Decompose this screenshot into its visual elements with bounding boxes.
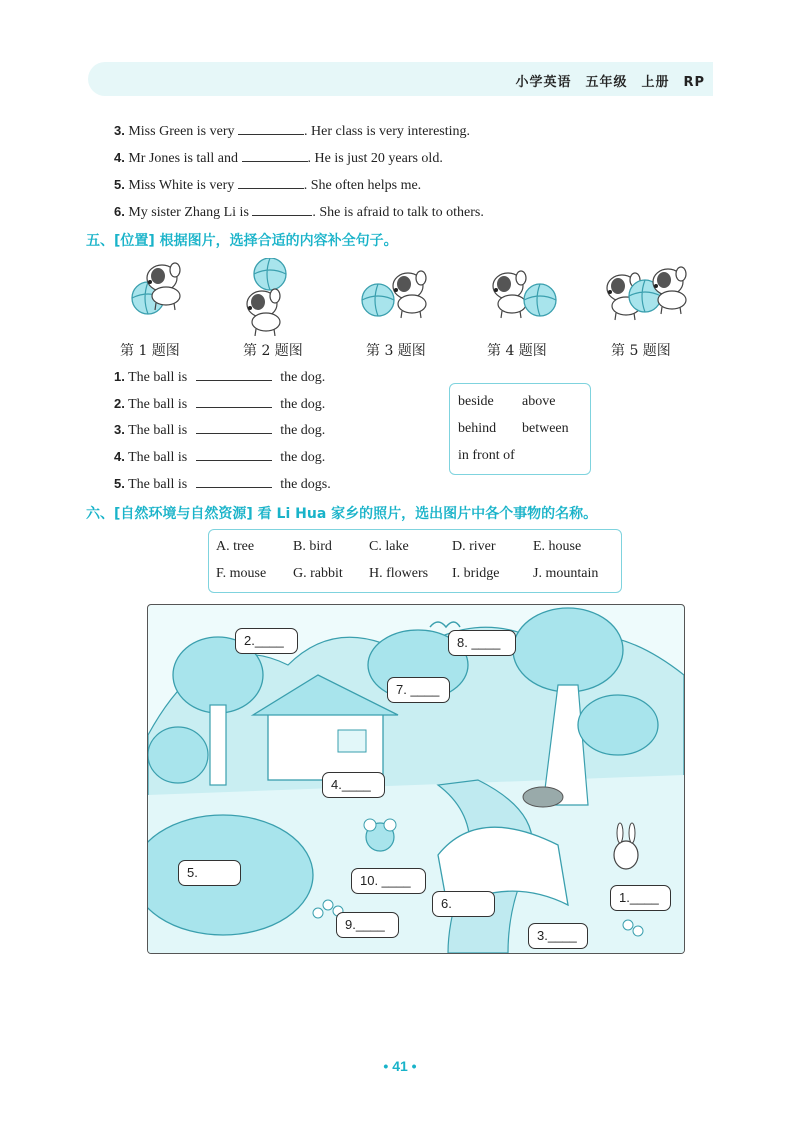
label-5[interactable]: 5. <box>178 860 241 886</box>
option-item: G. rabbit <box>293 566 343 581</box>
tree-shape <box>513 608 623 692</box>
question-text: . She is afraid to talk to others. <box>312 205 484 220</box>
word-option: above <box>522 394 556 409</box>
rabbit-shape <box>614 841 638 869</box>
question-number: 1. <box>114 369 125 384</box>
question-text: The ball is <box>128 477 188 492</box>
option-box <box>208 529 622 593</box>
label-4[interactable]: 4.____ <box>322 772 385 798</box>
question-text: Miss Green is very <box>128 124 235 139</box>
question-number: 4. <box>114 449 125 464</box>
question-line <box>114 203 484 221</box>
book-title: 小学英语 五年级 上册 RP <box>515 75 705 90</box>
option-item: F. mouse <box>216 566 267 581</box>
question-text: The ball is <box>128 397 188 412</box>
question-line <box>114 475 331 493</box>
question-text: the dog. <box>280 450 326 465</box>
bird-shape <box>430 622 460 627</box>
option-item: I. bridge <box>452 566 500 581</box>
question-line <box>114 176 421 194</box>
option-item: E. house <box>533 539 582 554</box>
word-option: in front of <box>458 448 515 463</box>
word-option: beside <box>458 394 494 409</box>
question-number: 2. <box>114 396 125 411</box>
label-3[interactable]: 3.____ <box>528 923 588 949</box>
answer-blank[interactable] <box>242 149 308 162</box>
picture-1 <box>132 263 180 314</box>
picture-caption: 第 2 题图 <box>243 343 303 359</box>
question-line <box>114 122 470 140</box>
picture-2 <box>247 258 286 336</box>
dog-ball-pictures <box>110 258 690 336</box>
word-option: between <box>522 421 569 436</box>
question-text: the dogs. <box>280 477 331 492</box>
picture-caption: 第 1 题图 <box>120 343 180 359</box>
label-6[interactable]: 6. <box>432 891 495 917</box>
question-line <box>114 368 325 386</box>
section-title: 六、[自然环境与自然资源] 看 Li Hua 家乡的照片，选出图片中各个事物的名称。 <box>86 506 598 522</box>
picture-caption: 第 5 题图 <box>611 343 671 359</box>
label-7[interactable]: 7. ____ <box>387 677 450 703</box>
label-9[interactable]: 9.____ <box>336 912 399 938</box>
option-item: C. lake <box>369 539 409 554</box>
option-item: D. river <box>452 539 496 554</box>
label-10[interactable]: 10. ____ <box>351 868 426 894</box>
hometown-picture <box>147 604 685 954</box>
question-text: . He is just 20 years old. <box>307 151 443 166</box>
picture-caption: 第 4 题图 <box>487 343 547 359</box>
question-text: the dog. <box>280 397 326 412</box>
option-item: B. bird <box>293 539 332 554</box>
word-option: behind <box>458 421 497 436</box>
word-bank <box>449 383 591 475</box>
label-1[interactable]: 1.____ <box>610 885 671 911</box>
question-text: Miss White is very <box>128 178 235 193</box>
label-2[interactable]: 2.____ <box>235 628 298 654</box>
answer-blank[interactable] <box>196 368 272 381</box>
question-number: 5. <box>114 476 125 491</box>
picture-4 <box>493 271 556 318</box>
question-number: 4. <box>114 150 125 165</box>
picture-caption: 第 3 题图 <box>366 343 426 359</box>
page-number: • 41 • <box>383 1058 417 1074</box>
scene-art <box>148 605 684 953</box>
question-line <box>114 448 325 466</box>
answer-blank[interactable] <box>196 448 272 461</box>
answer-blank[interactable] <box>196 421 272 434</box>
label-8[interactable]: 8. ____ <box>448 630 516 656</box>
question-text: . She often helps me. <box>303 178 422 193</box>
section-title: 五、[位置] 根据图片，选择合适的内容补全句子。 <box>86 233 398 249</box>
question-text: the dog. <box>280 370 326 385</box>
question-line <box>114 421 325 439</box>
answer-blank[interactable] <box>196 395 272 408</box>
question-number: 3. <box>114 123 125 138</box>
question-text: My sister Zhang Li is <box>128 205 249 220</box>
option-item: A. tree <box>216 539 255 554</box>
question-line <box>114 395 325 413</box>
answer-blank[interactable] <box>196 475 272 488</box>
answer-blank[interactable] <box>238 176 304 189</box>
question-line <box>114 149 443 167</box>
question-number: 6. <box>114 204 125 219</box>
question-text: Mr Jones is tall and <box>128 151 238 166</box>
question-text: The ball is <box>128 370 188 385</box>
answer-blank[interactable] <box>252 203 312 216</box>
question-text: The ball is <box>128 450 188 465</box>
picture-3 <box>362 271 426 318</box>
picture-5 <box>607 267 686 320</box>
question-number: 3. <box>114 422 125 437</box>
question-text: . Her class is very interesting. <box>304 124 471 139</box>
question-text: the dog. <box>280 423 326 438</box>
option-item: H. flowers <box>369 566 429 581</box>
question-number: 5. <box>114 177 125 192</box>
option-item: J. mountain <box>533 566 599 581</box>
answer-blank[interactable] <box>238 122 304 135</box>
question-text: The ball is <box>128 423 188 438</box>
